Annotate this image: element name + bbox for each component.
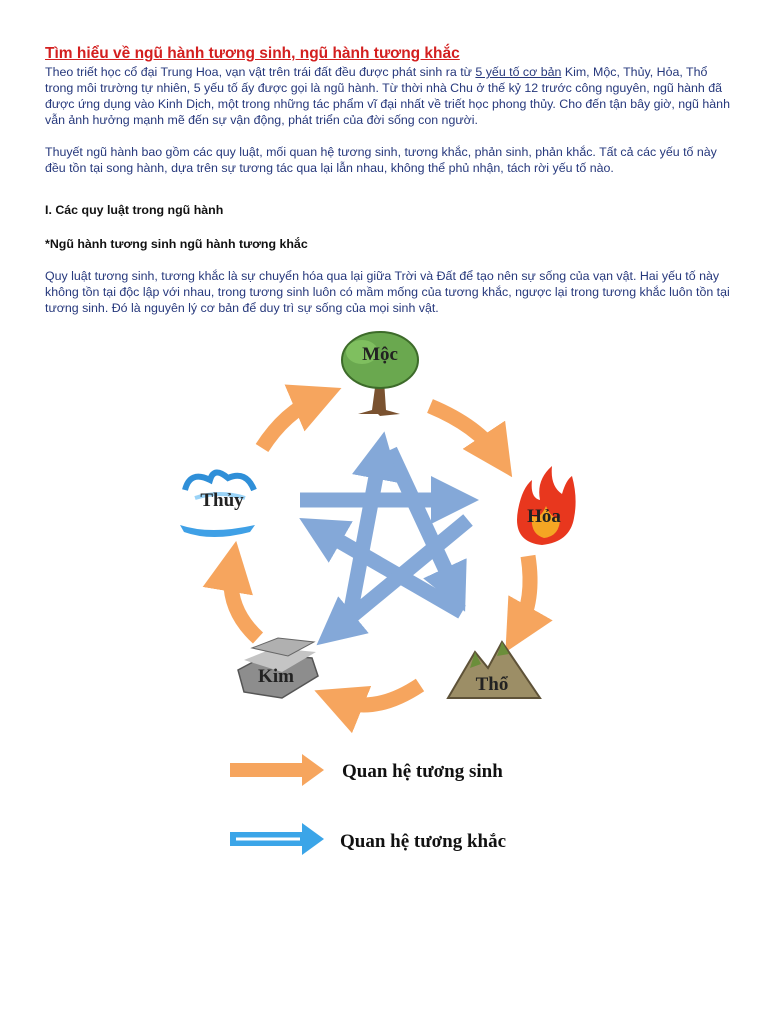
- subsection-heading: *Ngũ hành tương sinh ngũ hành tương khắc: [45, 237, 308, 251]
- element-tho: [448, 642, 540, 698]
- label-hoa: Hỏa: [527, 506, 561, 527]
- element-hoa: [517, 466, 576, 545]
- label-tho: Thổ: [475, 674, 509, 695]
- label-thuy: Thủy: [200, 490, 244, 511]
- arrow-tho-to-kim: [338, 685, 420, 705]
- arrow-kim-to-thuy: [231, 566, 258, 638]
- legend-overcoming: [230, 823, 506, 855]
- arrow-moc-to-hoa: [430, 406, 498, 456]
- five-elements-diagram: [0, 330, 768, 870]
- intro-text-start: Theo triết học cổ đại Trung Hoa, vạn vật trên trái đất đều được phát sinh ra từ: [45, 65, 476, 79]
- overcoming-star: [300, 450, 468, 630]
- label-moc: Mộc: [362, 344, 398, 365]
- element-thuy: [180, 472, 255, 537]
- arrow-thuy-to-moc: [262, 398, 318, 448]
- arrow-hoa-to-tho: [518, 556, 530, 630]
- basic-elements-link[interactable]: 5 yếu tố cơ bản: [475, 65, 562, 79]
- theory-paragraph: Thuyết ngũ hành bao gồm các quy luật, mối quan hệ tương sinh, tương khắc, phản sinh, phản khắc. Tất cả các yếu tố này đều tồn tại song hành, dựa trên sự tương tác qua lại lẫn nhau, không thể phủ nhận, tách rời yếu tố nào.: [45, 145, 717, 175]
- element-kim: [238, 638, 318, 698]
- page-title: Tìm hiểu về ngũ hành tương sinh, ngũ hành tương khắc: [45, 45, 460, 62]
- principle-paragraph: Quy luật tương sinh, tương khắc là sự chuyển hóa qua lại giữa Trời và Đất để tạo nên sự sống của vạn vật. Hai yếu tố này không tồn tại độc lập với nhau, trong tương sinh luôn có mầm mống của tương khắc, ngược lại trong tương khắc luôn tồn tại tương sinh. Đó là nguyên lý cơ bản để duy trì sự sống của mọi sinh vật.: [45, 269, 730, 315]
- section-heading: I. Các quy luật trong ngũ hành: [45, 203, 224, 217]
- label-kim: Kim: [258, 666, 294, 687]
- legend-generating: [230, 754, 503, 786]
- document: [45, 44, 735, 316]
- legend-generating-label: Quan hệ tương sinh: [342, 761, 503, 782]
- intro-text-end: Kim, Mộc, Thủy, Hỏa, Thổ trong môi trường tự nhiên, 5 yếu tố ấy được gọi là ngũ hành. Từ thời nhà Chu ở thế kỷ 12 trước công nguyên, ngũ hành đã được ứng dụng vào Kinh Dịch, một trong những tác phẩm vĩ đại nhất về triết học phong thủy. Cho đến tận bây giờ, ngũ hành vẫn ảnh hưởng mạnh mẽ đến sự vận động, phát triển của đời sống con người.: [45, 65, 730, 127]
- element-moc: [342, 332, 418, 416]
- legend: [230, 754, 506, 855]
- legend-overcoming-label: Quan hệ tương khắc: [340, 831, 507, 852]
- intro-paragraph: [45, 64, 735, 128]
- legend-arrow-orange: [230, 754, 324, 786]
